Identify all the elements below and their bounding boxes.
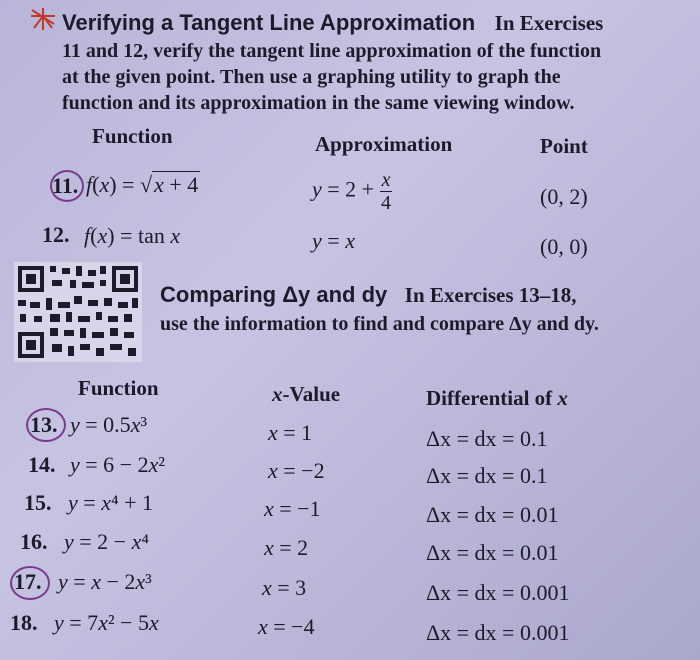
exercise-number-11: 11. <box>52 173 79 198</box>
exercise-number-16: 16. <box>20 529 48 554</box>
point-11: (0, 2) <box>540 184 588 209</box>
xvalue-14: x = −2 <box>268 458 325 483</box>
xvalue-15: x = −1 <box>264 496 321 521</box>
section2-exercises-label: In Exercises 13–18, <box>404 283 577 307</box>
section2-heading <box>160 282 577 308</box>
point-12: (0, 0) <box>540 234 588 259</box>
star-icon <box>28 6 58 32</box>
xvalue-17: x = 3 <box>262 575 307 600</box>
col-header-approximation: Approximation <box>315 132 453 156</box>
differential-15: Δx = dx = 0.01 <box>426 502 559 527</box>
exercise-number-17: 17. <box>14 569 42 594</box>
xvalue-18: x = −4 <box>258 614 315 639</box>
section1-line4: function and its approximation in the same viewing window. <box>62 92 575 114</box>
section1-heading <box>62 10 603 36</box>
differential-14: Δx = dx = 0.1 <box>426 463 548 488</box>
section1-title: Verifying a Tangent Line Approximation <box>62 10 476 35</box>
qr-code-icon <box>14 262 142 362</box>
differential-17: Δx = dx = 0.001 <box>426 580 570 605</box>
function-14: y = 6 − 2x² <box>70 452 165 477</box>
exercise-number-13: 13. <box>30 412 58 437</box>
function-18: y = 7x² − 5x <box>54 610 159 635</box>
col-header-point: Point <box>540 134 588 158</box>
col-header-xvalue: x-Value <box>272 382 341 406</box>
differential-18: Δx = dx = 0.001 <box>426 620 570 645</box>
function-15: y = x⁴ + 1 <box>68 490 154 515</box>
section2-title: Comparing Δy and dy <box>160 282 388 307</box>
exercise-number-12: 12. <box>42 222 70 247</box>
exercise-number-14: 14. <box>28 452 56 477</box>
differential-13: Δx = dx = 0.1 <box>426 426 548 451</box>
differential-16: Δx = dx = 0.01 <box>426 540 559 565</box>
section1-line2: 11 and 12, verify the tangent line approximation of the function <box>62 40 602 62</box>
col-header-function-2: Function <box>78 376 159 400</box>
xvalue-13: x = 1 <box>268 420 313 445</box>
section1-exercises-label: In Exercises <box>494 11 604 35</box>
section1-line3: at the given point. Then use a graphing utility to graph the <box>62 66 561 88</box>
function-11: f(x) = √x + 4 <box>86 172 199 197</box>
col-header-differential: Differential of x <box>426 386 568 410</box>
col-header-function: Function <box>92 124 173 148</box>
xvalue-16: x = 2 <box>264 535 309 560</box>
function-17: y = x − 2x³ <box>58 569 152 594</box>
section2-line2: use the information to find and compare Δy and dy. <box>160 313 599 335</box>
approximation-11: y = 2 + $\frac{x}{4}$ <box>312 169 392 214</box>
approximation-12: y = x <box>312 228 355 253</box>
function-16: y = 2 − x⁴ <box>64 529 150 554</box>
exercise-number-18: 18. <box>10 610 38 635</box>
function-13: y = 0.5x³ <box>70 412 148 437</box>
function-12: f(x) = tan x <box>84 223 181 248</box>
exercise-number-15: 15. <box>24 490 52 515</box>
